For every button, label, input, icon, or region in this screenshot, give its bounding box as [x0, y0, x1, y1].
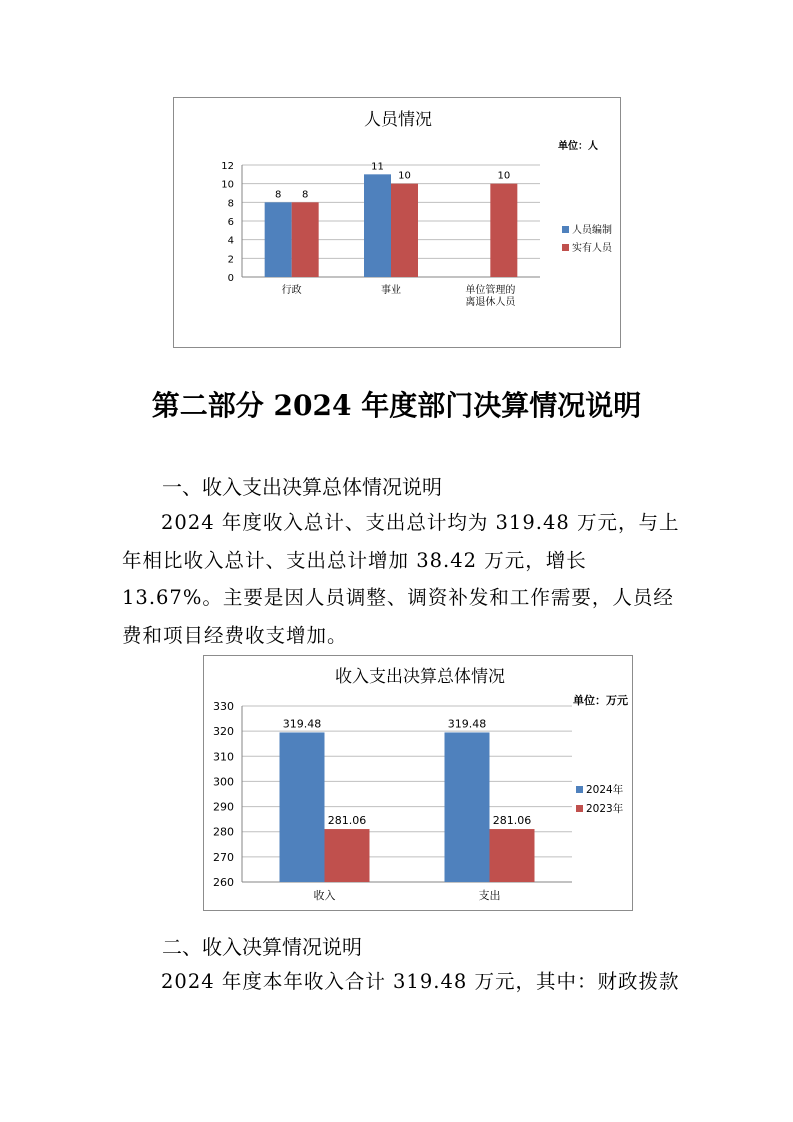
section-two-title: 二、收入决算情况说明 — [162, 935, 362, 959]
y-tick-label: 270 — [213, 850, 234, 864]
bar-实有人员 — [391, 184, 418, 277]
y-tick-label: 300 — [213, 775, 234, 789]
y-tick-label: 280 — [213, 825, 234, 839]
y-tick-label: 290 — [213, 800, 234, 814]
data-label: 10 — [398, 170, 411, 182]
section-one-paragraph: 2024 年度收入总计、支出总计均为 319.48 万元，与上年相比收入总计、支出总计增加 38.42 万元，增长 13.67%。主要是因人员调整、调资补发和工作需要，人员经费和项目经费收支增加。 — [122, 511, 680, 647]
x-tick-label: 离退休人员 — [465, 297, 516, 308]
legend-swatch — [562, 244, 569, 251]
bar-2023年 — [490, 829, 535, 882]
section-two-paragraph: 2024 年度本年收入合计 319.48 万元，其中：财政拨款 — [161, 970, 680, 993]
legend-swatch — [562, 226, 569, 233]
data-label: 10 — [497, 170, 511, 182]
y-tick-label: 260 — [213, 876, 234, 889]
section-one-title: 一、收入支出决算总体情况说明 — [162, 475, 442, 499]
data-label: 8 — [274, 189, 282, 201]
bar-2024年 — [280, 732, 325, 882]
y-tick-label: 2 — [227, 254, 234, 266]
legend-swatch — [576, 805, 583, 812]
data-label: 281.06 — [492, 814, 532, 828]
legend-entry: 人员编制 — [572, 225, 612, 236]
bar-人员编制 — [364, 174, 391, 277]
x-tick-label: 支出 — [478, 889, 501, 902]
bar-2024年 — [445, 732, 490, 882]
y-tick-label: 0 — [227, 273, 234, 284]
legend-entry: 2023年 — [586, 803, 624, 815]
y-tick-label: 12 — [221, 161, 234, 172]
bar-人员编制 — [265, 202, 292, 277]
data-label: 8 — [301, 189, 309, 201]
x-tick-label: 单位管理的 — [465, 285, 516, 296]
chart-title: 人员情况 — [364, 110, 432, 130]
chart-title: 收入支出决算总体情况 — [335, 667, 505, 687]
data-label: 281.06 — [327, 814, 367, 828]
x-tick-label: 行政 — [281, 285, 302, 296]
y-tick-label: 6 — [227, 217, 234, 228]
income-expense-chart-svg — [204, 656, 632, 910]
staffing-chart — [173, 97, 621, 348]
y-tick-label: 320 — [213, 725, 234, 739]
y-tick-label: 8 — [227, 198, 234, 210]
y-tick-label: 310 — [213, 750, 234, 764]
y-tick-label: 330 — [213, 700, 234, 713]
legend-entry: 2024年 — [586, 784, 624, 796]
x-tick-label: 事业 — [381, 285, 401, 296]
bar-实有人员 — [292, 202, 319, 277]
data-label: 319.48 — [447, 717, 487, 731]
data-label: 11 — [371, 161, 384, 173]
staffing-chart-svg — [174, 98, 620, 347]
part-two-heading: 第二部分 2024 年度部门决算情况说明 — [151, 389, 642, 422]
bar-实有人员 — [490, 184, 517, 277]
bar-2023年 — [325, 829, 370, 882]
y-tick-label: 4 — [227, 235, 234, 247]
unit-label: 单位：人 — [558, 141, 598, 152]
unit-label: 单位：万元 — [573, 694, 628, 707]
income-expense-chart — [203, 655, 633, 911]
legend-swatch — [576, 786, 583, 793]
data-label: 319.48 — [282, 717, 322, 731]
legend-entry: 实有人员 — [572, 243, 612, 254]
x-tick-label: 收入 — [313, 889, 336, 902]
y-tick-label: 10 — [221, 179, 234, 191]
